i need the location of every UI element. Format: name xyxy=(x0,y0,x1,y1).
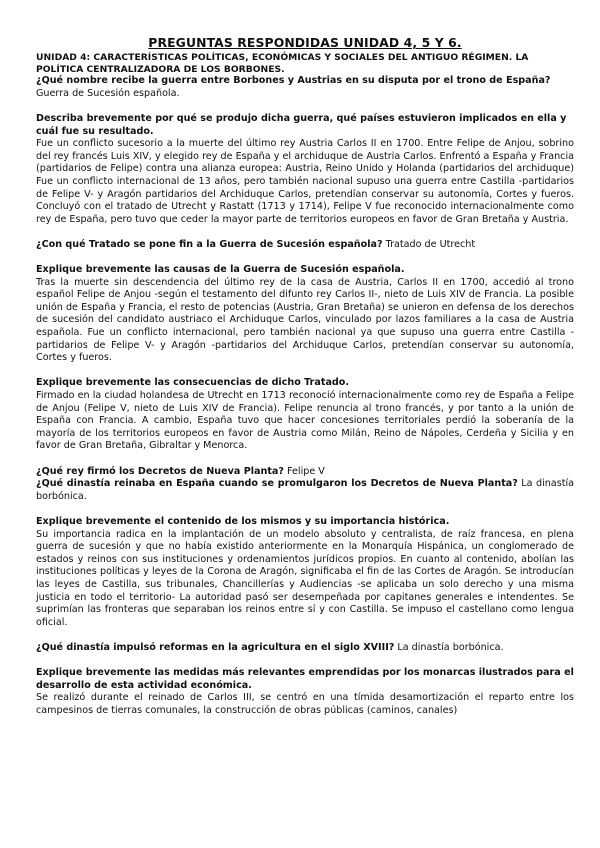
question-answer-3 xyxy=(36,239,574,252)
question-8: Explique brevemente el contenido de los mismos y su importancia histórica. xyxy=(36,515,450,527)
answer-7: La dinastía borbónica. xyxy=(36,478,574,502)
question-7: ¿Qué dinastía reinaba en España cuando se promulgaron los Decretos de Nueva Planta? xyxy=(36,478,518,490)
question-3: ¿Con qué Tratado se pone fin a la Guerra de Sucesión española? xyxy=(36,238,383,250)
question-4: Explique brevemente las causas de la Guerra de Sucesión española. xyxy=(36,264,405,276)
spacer xyxy=(36,100,574,113)
question-answer-9 xyxy=(36,642,574,655)
question-1: ¿Qué nombre recibe la guerra entre Borbones y Austrias en su disputa por el trono de España? xyxy=(36,75,551,87)
answer-5: Firmado en la ciudad holandesa de Utrecht en 1713 reconoció internacionalmente como rey de España a Felipe de Anjou (Felipe V, nieto de Luis XIV de Francia). Felipe renuncia al trono francés, y por tanto a la unión de España con Francia. A cambio, España tuvo que hacer concesiones territoriales perdió la soberanía de la mayoría de los territorios europeos en favor de Austria como Milán, Reino de Nápoles, Cerdeña y Sicilia y en favor de Gran Bretaña, Gibraltar y Menorca. xyxy=(36,390,574,452)
answer-1: Guerra de Sucesión española. xyxy=(36,87,180,99)
question-answer-7 xyxy=(36,478,574,503)
spacer xyxy=(36,226,574,239)
question-6: ¿Qué rey firmó los Decretos de Nueva Planta? xyxy=(36,465,284,477)
question-10: Explique brevemente las medidas más relevantes emprendidas por los monarcas ilustrados para el desarrollo de esta actividad económica. xyxy=(36,667,574,691)
unit-heading: UNIDAD 4: CARACTERÍSTICAS POLÍTICAS, ECONÓMICAS Y SOCIALES DEL ANTIGUO RÉGIMEN. LA POLÍTICA CENTRALIZADORA DE LOS BORBONES. xyxy=(36,52,529,75)
question-2: Describa brevemente por qué se produjo dicha guerra, qué países estuvieron implicados en ella y cuál fue su resultado. xyxy=(36,112,567,137)
question-answer-6 xyxy=(36,466,574,479)
answer-2: Fue un conflicto sucesorio a la muerte del último rey Austria Carlos II en 1700. Entre Felipe de Anjou, sobrino del rey francés Luis XIV, y elegido rey de España y el archiduque de Austria Carlos. Enfrentó a España y Francia (partidarios de Felipe) contra una alianza europea: Austria, Reino Unido y Holanda (partidarios del archiduque) Fue un conflicto internacional de 13 años, pero también nacional supuso una guerra entre Castilla -partidarios de Felipe V- y Aragón partidarios del Archiduque Carlos, pretendían conservar su autonomía, Cortes y fueros. Concluyó con el tratado de Utrecht y Rastatt (1713 y 1714), Felipe V fue reconocido internacionalmente como rey de España, pero tuvo que ceder la mayor parte de territorios europeos en favor de Gran Bretaña y Austria. xyxy=(36,138,574,225)
answer-4: Tras la muerte sin descendencia del último rey de la casa de Austria, Carlos II en 1700, accedió al trono español Felipe de Anjou -según el testamento del difunto rey Carlos II-, nieto de Luis XIV de Francia. La posible unión de España y Francia, el resto de potencias (Austria, Gran Bretaña) se unieron en defensa de los derechos de sucesión del candidato austriaco el Archiduque Carlos, vinculado por lazos familiares a la casa de Austria española. Fue un conflicto internacional, pero también nacional ya que supuso una guerra entre Castilla -partidarios de Felipe V- y Aragón -partidarios del Archiduque Carlos, pretendían conservar su autonomía, Cortes y fueros. xyxy=(36,276,574,364)
spacer xyxy=(36,629,574,642)
answer-9: La dinastía borbónica. xyxy=(397,641,504,653)
spacer xyxy=(36,365,574,378)
spacer xyxy=(36,453,574,466)
question-5: Explique brevemente las consecuencias de dicho Tratado. xyxy=(36,377,350,389)
spacer xyxy=(36,252,574,265)
document-title: PREGUNTAS RESPONDIDAS UNIDAD 4, 5 Y 6. xyxy=(148,35,462,50)
answer-6: Felipe V xyxy=(287,465,325,477)
spacer xyxy=(36,655,574,668)
answer-3: Tratado de Utrecht xyxy=(385,238,476,250)
spacer xyxy=(36,503,574,516)
question-9: ¿Qué dinastía impulsó reformas en la agricultura en el siglo XVIII? xyxy=(36,641,395,653)
answer-10: Se realizó durante el reinado de Carlos III, se centró en una tímida desamortización el reparto entre los campesinos de tierras comunales, la construcción de obras públicas (caminos, canales) xyxy=(36,692,574,716)
answer-8: Su importancia radica en la implantación de un modelo absoluto y centralista, de raíz francesa, en plena guerra de sucesión y que no había existido anteriormente en la Monarquía Hispánica, un conglomerado de estados y reinos con sus instituciones y ordenamientos jurídicos propios. En cuanto al contenido, abolían las instituciones políticas y leyes de la Corona de Aragón, significaba el fin de las Cortes de Aragón. Se introducían las leyes de Castilla, sus tribunales, Chancillerías y Audiencias -se aplicaba un solo derecho y una misma justicia en todo el territorio- La autoridad pasó ser desempeñada por capitanes generales e intendentes. Se suprimían las fronteras que separaban los reinos entre sí y con Castilla. Se impuso el castellano como lengua oficial. xyxy=(36,528,574,628)
